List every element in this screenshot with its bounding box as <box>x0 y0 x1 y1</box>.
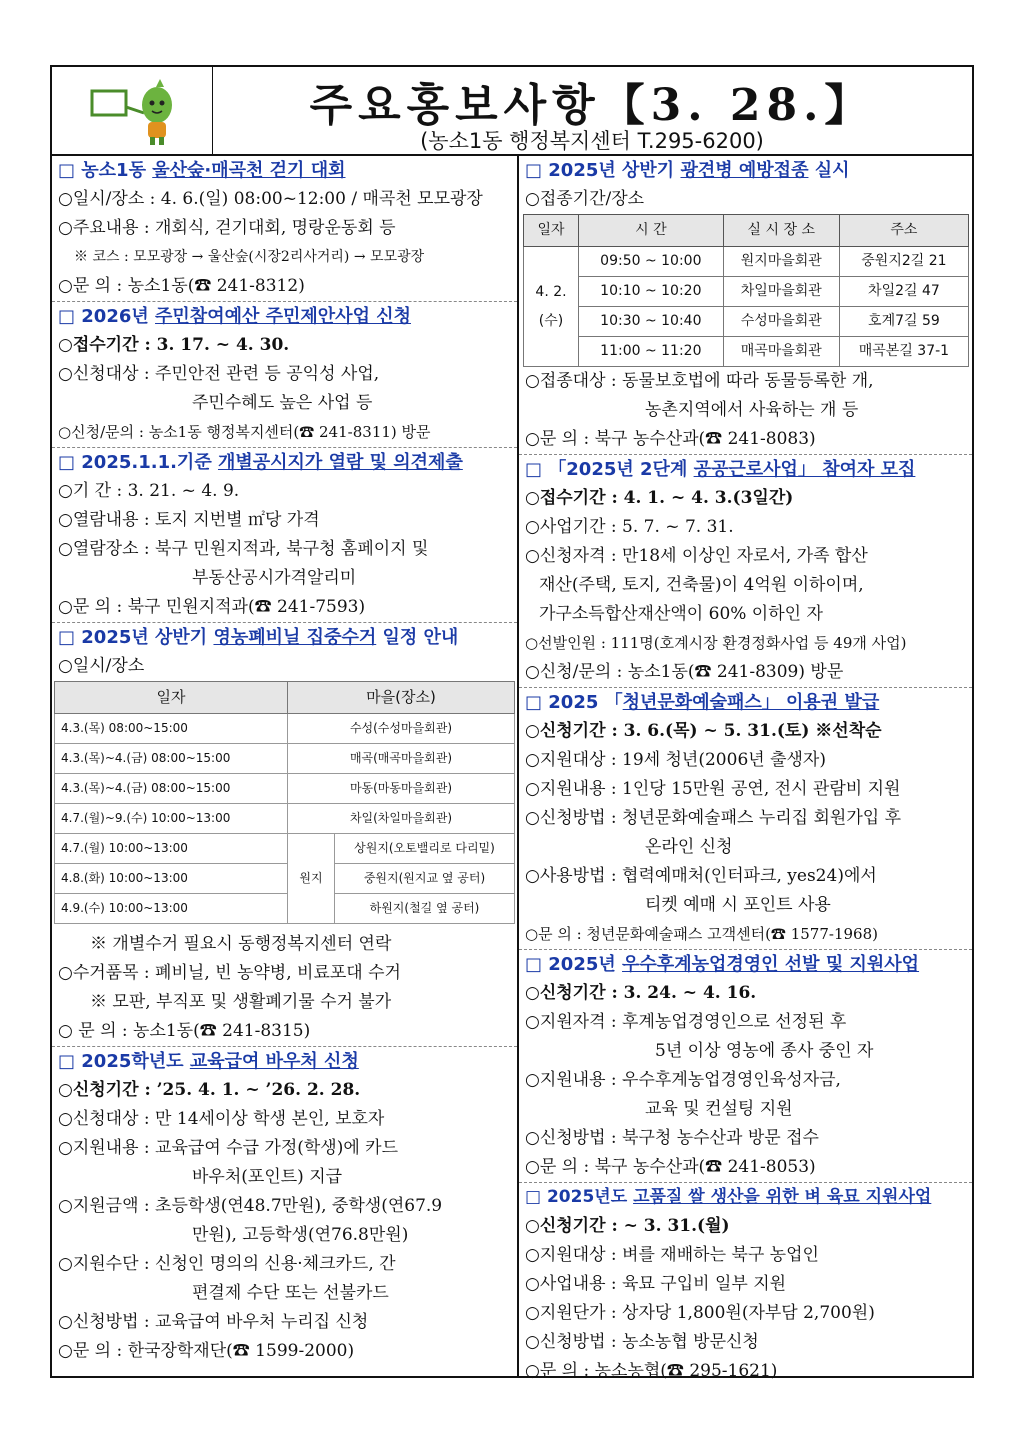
edu-voucher-target: ○신청대상 : 만 14세이상 학생 본인, 보호자 <box>58 1109 385 1129</box>
public-work-period: ○접수기간 : 4. 1. ~ 4. 3.(3일간) <box>525 488 794 508</box>
walking-event-title: □ 농소1동 울산숲·매곡천 걷기 대회 <box>58 160 346 181</box>
table-header: 일자 <box>524 215 579 247</box>
farmer-support-period: ○신청기간 : 3. 24. ~ 4. 16. <box>525 983 757 1003</box>
edu-voucher-apply: ○신청방법 : 교육급여 바우처 누리집 신청 <box>58 1312 369 1332</box>
budget-proposal-contact: ○신청/문의 : 농소1동 행정복지센터(☎ 241-8311) 방문 <box>58 423 431 441</box>
land-price-contact: ○문 의 : 북구 민원지적과(☎ 241-7593) <box>58 597 366 617</box>
land-price-title: □ 2025.1.1.기준 개별공시지가 열람 및 의견제출 <box>58 452 463 473</box>
rabies-title: □ 2025년 상반기 광견병 예방접종 실시 <box>525 160 850 181</box>
farmer-support-method: ○신청방법 : 북구청 농수산과 방문 접수 <box>525 1128 819 1148</box>
page-subtitle: (농소1동 행정복지센터 T.295-6200) <box>420 129 764 153</box>
table-header: 시 간 <box>579 215 724 247</box>
table-row: 11:00 ~ 11:20 매곡마을회관 매곡본길 37-1 <box>524 337 969 367</box>
budget-proposal-target-cont: 주민수혜도 높은 사업 등 <box>192 393 373 413</box>
public-work-contact: ○신청/문의 : 농소1동(☎ 241-8309) 방문 <box>525 662 844 682</box>
budget-proposal-title: □ 2026년 주민참여예산 주민제안사업 신청 <box>58 306 411 327</box>
table-row: 4.7.(월)~9.(수) 10:00~13:00 차일(차일마을회관) <box>55 804 515 834</box>
public-work-eligibility: ○신청자격 : 만18세 이상인 자로서, 가족 합산 <box>525 546 868 566</box>
table-row: 4.8.(화) 10:00~13:00 중원지(원지교 옆 공터) <box>55 864 515 894</box>
budget-proposal-period: ○접수기간 : 3. 17. ~ 4. 30. <box>58 335 290 355</box>
vinyl-collection-table <box>54 681 515 924</box>
vinyl-collection-note1: ※ 개별수거 필요시 동행정복지센터 연락 <box>90 934 392 954</box>
rabies-target: ○접종대상 : 동물보호법에 따라 동물등록한 개, <box>525 371 874 391</box>
farmer-support-content-cont: 교육 및 컨설팅 지원 <box>645 1099 793 1119</box>
land-price-period: ○기 간 : 3. 21. ~ 4. 9. <box>58 481 240 501</box>
farmer-support-contact: ○문 의 : 북구 농수산과(☎ 241-8053) <box>525 1157 816 1177</box>
farmer-support-title: □ 2025년 우수후계농업경영인 선발 및 지원사업 <box>525 954 920 975</box>
farmer-support-eligibility: ○지원자격 : 후계농업경영인으로 선정된 후 <box>525 1012 847 1032</box>
edu-voucher-title: □ 2025학년도 교육급여 바우처 신청 <box>58 1051 359 1072</box>
walking-event-contact: ○문 의 : 농소1동(☎ 241-8312) <box>58 276 305 296</box>
table-row: 10:30 ~ 10:40 수성마을회관 호계7길 59 <box>524 307 969 337</box>
youth-pass-method: ○신청방법 : 청년문화예술패스 누리집 회원가입 후 <box>525 808 902 828</box>
rabies-target-cont: 농촌지역에서 사육하는 개 등 <box>645 400 859 420</box>
edu-voucher-content-cont: 바우처(포인트) 지급 <box>192 1167 343 1187</box>
rice-seedling-period: ○신청기간 : ~ 3. 31.(월) <box>525 1216 730 1236</box>
vinyl-collection-items: ○수거품목 : 폐비닐, 빈 농약병, 비료포대 수거 <box>58 963 401 983</box>
rabies-date: 4. 2. (수) <box>524 247 579 367</box>
edu-voucher-method-cont: 편결제 수단 또는 선불카드 <box>192 1283 389 1303</box>
rice-seedling-contact: ○문 의 : 농소농협(☎ 295-1621) <box>525 1361 778 1381</box>
land-price-content: ○열람내용 : 토지 지번별 ㎡당 가격 <box>58 510 320 530</box>
rice-seedling-content: ○사업내용 : 육묘 구입비 일부 지원 <box>525 1274 787 1294</box>
table-header: 일자 <box>55 682 288 714</box>
vinyl-collection-contact: ○ 문 의 : 농소1동(☎ 241-8315) <box>58 1021 311 1041</box>
rabies-contact: ○문 의 : 북구 농수산과(☎ 241-8083) <box>525 429 816 449</box>
walking-event-course: ※ 코스 : 모모광장 → 울산숲(시장2리사거리) → 모모광장 <box>74 249 425 265</box>
walking-event-content: ○주요내용 : 개회식, 걷기대회, 명랑운동회 등 <box>58 218 396 238</box>
edu-voucher-method: ○지원수단 : 신청인 명의의 신용·체크카드, 간 <box>58 1254 396 1274</box>
youth-pass-content: ○지원내용 : 1인당 15만원 공연, 전시 관람비 지원 <box>525 779 901 799</box>
table-row: 4.7.(월) 10:00~13:00 원지 상원지(오토밸리로 다리밑) <box>55 834 515 864</box>
youth-pass-period: ○신청기간 : 3. 6.(목) ~ 5. 31.(토) ※선착순 <box>525 721 882 741</box>
table-row: 10:10 ~ 10:20 차일마을회관 차일2길 47 <box>524 277 969 307</box>
table-row: 4.3.(목) 08:00~15:00 수성(수성마을회관) <box>55 714 515 744</box>
walking-event-datetime: ○일시/장소 : 4. 6.(일) 08:00~12:00 / 매곡천 모모광장 <box>58 189 483 209</box>
vinyl-collection-title: □ 2025년 상반기 영농폐비닐 집중수거 일정 안내 <box>58 627 459 648</box>
land-price-place-cont: 부동산공시가격알리미 <box>192 568 357 588</box>
table-header: 마을(장소) <box>288 682 515 714</box>
right-column <box>519 156 972 1386</box>
youth-pass-contact: ○문 의 : 청년문화예술패스 고객센터(☎ 1577-1968) <box>525 925 878 943</box>
table-header: 주소 <box>839 215 968 247</box>
header <box>52 67 972 156</box>
notice-frame <box>50 65 974 1381</box>
public-work-headcount: ○선발인원 : 111명(호계시장 환경정화사업 등 49개 사업) <box>525 634 907 652</box>
table-header: 실 시 장 소 <box>723 215 839 247</box>
youth-pass-method-cont: 온라인 신청 <box>645 837 733 857</box>
table-row: 4. 2. (수) 09:50 ~ 10:00 원지마을회관 중원지2길 21 <box>524 247 969 277</box>
budget-proposal-target: ○신청대상 : 주민안전 관련 등 공익성 사업, <box>58 364 380 384</box>
vinyl-collection-note2: ※ 모판, 부직포 및 생활폐기물 수거 불가 <box>90 992 392 1012</box>
mascot-logo-icon <box>52 67 212 154</box>
public-work-duration: ○사업기간 : 5. 7. ~ 7. 31. <box>525 517 734 537</box>
edu-voucher-amount: ○지원금액 : 초등학생(연48.7만원), 중학생(연67.9 <box>58 1196 443 1216</box>
rice-seedling-target: ○지원대상 : 벼를 재배하는 북구 농업인 <box>525 1245 819 1265</box>
edu-voucher-content: ○지원내용 : 교육급여 수급 가정(학생)에 카드 <box>58 1138 399 1158</box>
table-row: 4.3.(목)~4.(금) 08:00~15:00 매곡(매곡마을회관) <box>55 744 515 774</box>
logo-area <box>52 67 213 154</box>
table-row: 4.9.(수) 10:00~13:00 하원지(철길 옆 공터) <box>55 894 515 924</box>
rice-seedling-method: ○신청방법 : 농소농협 방문신청 <box>525 1332 759 1352</box>
farmer-support-content: ○지원내용 : 우수후계농업경영인육성자금, <box>525 1070 841 1090</box>
youth-pass-usage-cont: 티켓 예매 시 포인트 사용 <box>645 895 831 915</box>
land-price-place: ○열람장소 : 북구 민원지적과, 북구청 홈페이지 및 <box>58 539 429 559</box>
youth-pass-target: ○지원대상 : 19세 청년(2006년 출생자) <box>525 750 826 770</box>
edu-voucher-contact: ○문 의 : 한국장학재단(☎ 1599-2000) <box>58 1341 355 1361</box>
public-work-eligibility-cont: 재산(주택, 토지, 건축물)이 4억원 이하이며, <box>539 575 864 595</box>
youth-pass-usage: ○사용방법 : 협력예매처(인터파크, yes24)에서 <box>525 866 877 886</box>
page-title: 주요홍보사항【3. 28.】 <box>309 80 875 131</box>
edu-voucher-period: ○신청기간 : ’25. 4. 1. ~ ’26. 2. 28. <box>58 1080 361 1100</box>
edu-voucher-amount-cont: 만원), 고등학생(연76.8만원) <box>192 1225 409 1245</box>
public-work-eligibility-cont2: 가구소득합산재산액이 60% 이하인 자 <box>539 604 823 624</box>
youth-pass-title: □ 2025 「청년문화예술패스」 이용권 발급 <box>525 692 880 713</box>
vinyl-collection-schedule-label: ○일시/장소 <box>58 656 145 676</box>
rabies-schedule-label: ○접종기간/장소 <box>525 189 645 209</box>
left-column <box>52 156 517 1366</box>
rice-seedling-price: ○지원단가 : 상자당 1,800원(자부담 2,700원) <box>525 1303 875 1323</box>
rice-seedling-title: □ 2025년도 고품질 쌀 생산을 위한 벼 육묘 지원사업 <box>525 1187 932 1207</box>
table-row: 4.3.(목)~4.(금) 08:00~15:00 마동(마동마을회관) <box>55 774 515 804</box>
farmer-support-eligibility-cont: 5년 이상 영농에 종사 중인 자 <box>655 1041 874 1061</box>
public-work-title: □ 「2025년 2단계 공공근로사업」 참여자 모집 <box>525 459 916 480</box>
rabies-table <box>523 214 969 367</box>
